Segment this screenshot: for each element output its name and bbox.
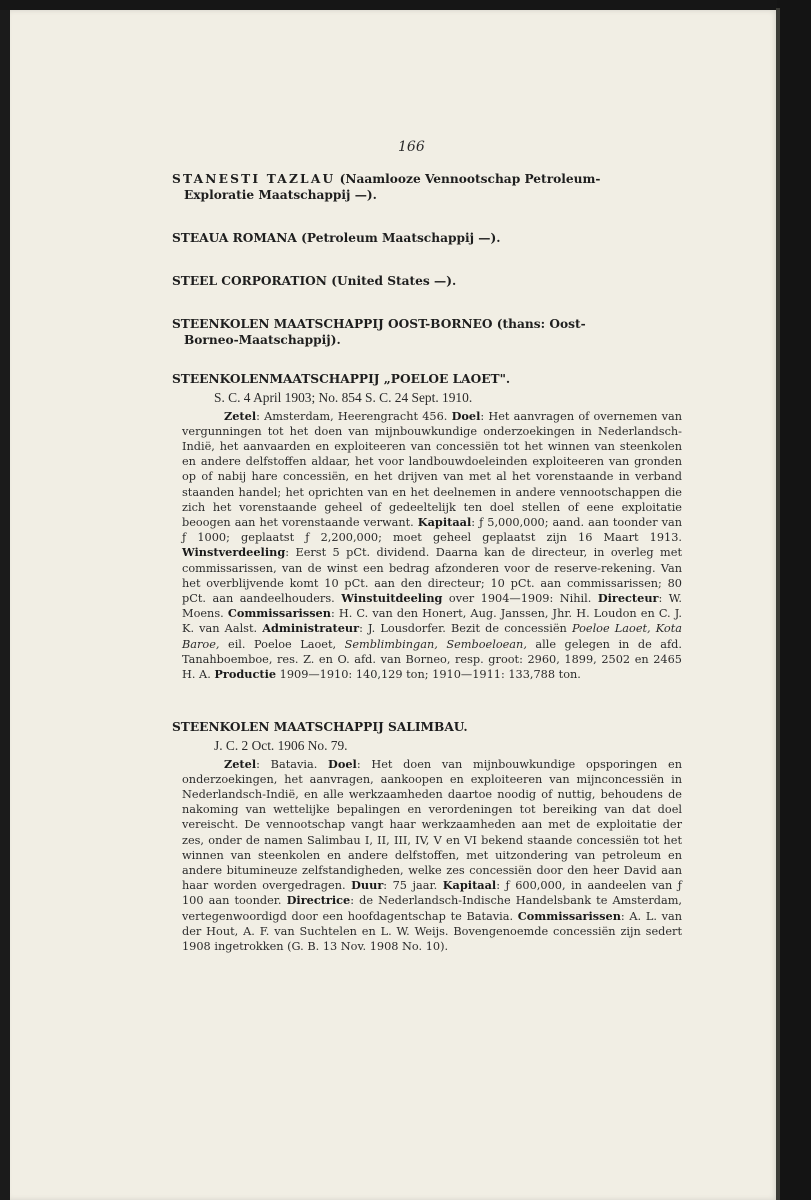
entry-steaua-romana: [172, 230, 682, 246]
field-label: Winstverdeeling: [182, 545, 286, 560]
page-edge: [776, 8, 780, 1200]
entry-title: STEAUA ROMANA: [172, 231, 297, 245]
entry-title: STEENKOLENMAATSCHAPPIJ „POELOE LAOET".: [172, 372, 511, 386]
entry-heading: [172, 273, 682, 289]
field-label: Winstuitdeeling: [341, 590, 443, 605]
field-label: Zetel: [224, 756, 257, 771]
field-label: Directrice: [286, 893, 351, 908]
entry-subtitle: (Naamlooze Vennootschap Petroleum-: [339, 172, 601, 186]
field-label: Doel: [328, 756, 357, 771]
entry-heading: [172, 230, 682, 246]
entry-subtitle: (United States —).: [331, 274, 457, 288]
entry-steenkolen-oost-borneo: [172, 316, 682, 348]
entry-salimbau: [172, 719, 682, 954]
field-label: Commissarissen: [517, 908, 621, 923]
entry-subtitle-continued: Exploratie Maatschappij —).: [184, 188, 377, 202]
entry-title: STEENKOLEN MAATSCHAPPIJ OOST-BORNEO: [172, 317, 493, 331]
field-label: Commissarissen: [227, 606, 331, 621]
entry-description: Zetel: Batavia. Doel: Het doen van mijnbouwkundige opsporingen en onderzoekingen, het aanvragen, aankoopen en exploiteeren van mijnconcessiën in Nederlandsch-Indië, en alle werkzaamheden daartoe noodig of nuttig, behoudens de nakoming van wettelijke bepalingen en verordeningen tot bereiking van dat doel vereischt. De vennootschap vangt haar werkzaamheden aan met de exploitatie der zes, onder de namen Salimbau I, II, III, IV, V en VI bekend staande concessiën tot het winnen van steenkolen en andere delfstoffen, met uitzondering van petroleum en andere bitumineuze zelfstandigheden, welke zes concessiën door den heer David aan haar worden overgedragen. Duur: 75 jaar. Kapitaal: ƒ 600,000, in aandeelen van ƒ 100 aan toonder. Directrice: de Nederlandsch-Indische Handelsbank te Amsterdam, vertegenwoordigd door een hoofdagentschap te Batavia. Commissarissen: A. L. van der Hout, A. F. van Suchtelen en L. W. Weijs. Bovengenoemde concessiën zijn sedert 1908 ingetrokken (G. B. 13 Nov. 1908 No. 10).: [182, 756, 683, 954]
page-content: [172, 171, 682, 954]
entry-title: STEENKOLEN MAATSCHAPPIJ SALIMBAU.: [172, 720, 468, 735]
entry-heading: [172, 719, 682, 735]
concession-names: Poeloe Laoet, Kota Baroe,: [182, 622, 682, 651]
entry-description: Zetel: Amsterdam, Heerengracht 456. Doel: Het aanvragen of overnemen van vergunningen tot het doen van mijnbouwkundige onderzoekingen in Nederlandsch-Indië, het aanvaarden en exploiteeren van concessiën tot het winnen van steenkolen en andere delfstoffen aldaar, het voor landbouwdoeleinden exploiteeren van gronden op of nabij hare concessiën, en het drijven van met al het vorenstaande in verband staanden handel; het oprichten van en het deelnemen in andere vennootschappen die zich het vorenstaande geheel of gedeeltelijk ten doel stellen of eene exploitatie beoogen aan het vorenstaande verwant. Kapitaal: ƒ 5,000,000; aand. aan toonder van ƒ 1000; geplaatst ƒ 2,200,000; moet geheel geplaatst zijn 16 Maart 1913. Winstverdeeling: Eerst 5 pCt. dividend. Daarna kan de directeur, in overleg met commissarissen, van de winst een bedrag afzonderen voor de reserve-rekening. Van het overblijvende komt 10 pCt. aan den directeur; 10 pCt. aan commissarissen; 80 pCt. aan aandeelhouders. Winstuitdeeling over 1904—1909: Nihil. Directeur: W. Moens. Commissarissen: H. C. van den Honert, Aug. Janssen, Jhr. H. Loudon en C. J. K. van Aalst. Administrateur: J. Lousdorfer. Bezit de concessiën Poeloe Laoet, Kota Baroe, eil. Poeloe Laoet, Semblimbingan, Semboeloean, alle gelegen in de afd. Tanahboemboe, res. Z. en O. afd. van Borneo, resp. groot: 2960, 1899, 2502 en 2465 H. A. Productie 1909—1910: 140,129 ton; 1910—1911: 133,788 ton.: [182, 408, 683, 681]
entry-heading: [172, 171, 682, 203]
field-label: Duur: [351, 878, 384, 893]
entry-heading: [172, 371, 682, 387]
entry-title: STEEL CORPORATION: [172, 274, 327, 288]
field-label: Administrateur: [262, 621, 360, 636]
entry-subtitle-continued: Borneo-Maatschappij).: [184, 333, 341, 347]
field-label: Productie: [214, 666, 277, 681]
entry-poeloe-laoet: [172, 371, 682, 682]
entry-decree-reference: S. C. 4 April 1903; No. 854 S. C. 24 Sept. 1910.: [214, 390, 473, 405]
entry-subtitle: (thans: Oost-: [496, 317, 586, 331]
field-label: Doel: [451, 408, 481, 423]
page-number: 166: [398, 139, 425, 155]
field-label: Directeur: [597, 590, 659, 605]
entry-subtitle: (Petroleum Maatschappij —).: [301, 231, 501, 245]
entry-steel-corporation: [172, 273, 682, 289]
scan-border-right: [777, 0, 811, 1200]
entry-title: STANESTI TAZLAU: [172, 172, 336, 186]
entry-decree-reference: J. C. 2 Oct. 1906 No. 79.: [214, 738, 348, 754]
entry-stanesti-tazlau: [172, 171, 682, 203]
concession-names: Semblimbingan, Semboeloean,: [344, 637, 527, 651]
field-label: Kapitaal: [442, 878, 497, 893]
field-label: Zetel: [224, 408, 257, 423]
scan-border-top: [0, 0, 811, 10]
field-label: Kapitaal: [417, 514, 472, 529]
entry-heading: [172, 316, 682, 348]
book-page: [10, 10, 778, 1200]
